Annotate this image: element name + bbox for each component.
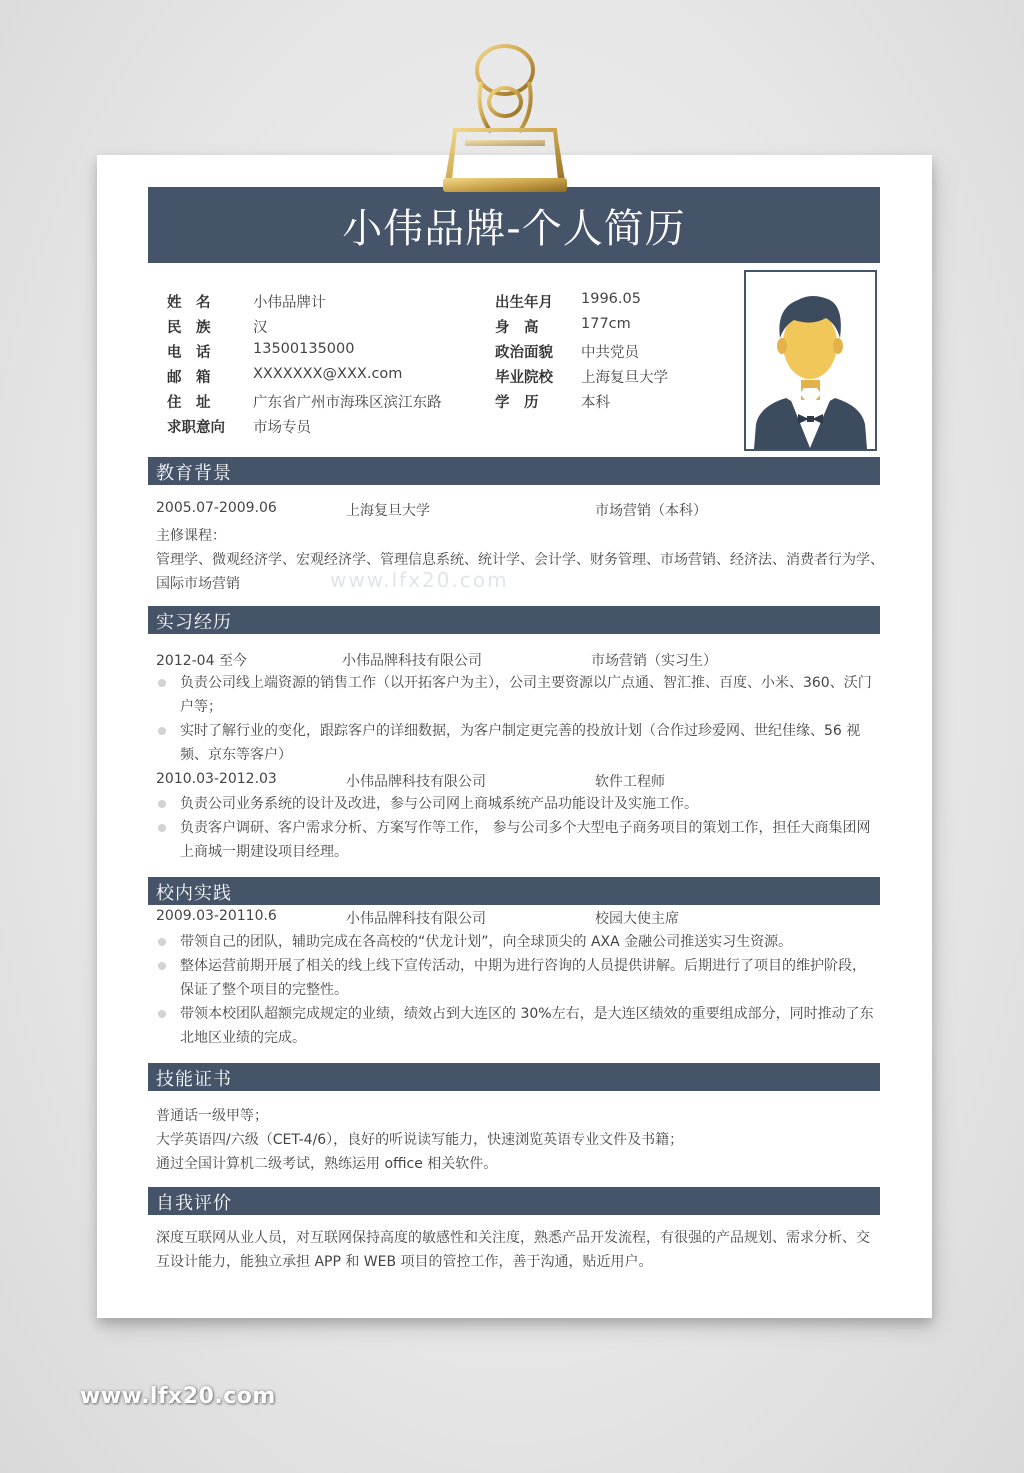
profile-photo bbox=[744, 270, 877, 451]
edu-major: 市场营销（本科） bbox=[595, 503, 707, 519]
info-row: 邮 箱 XXXXXXX@XXX.com bbox=[167, 366, 403, 386]
list-item: 负责公司业务系统的设计及改进，参与公司网上商城系统产品功能设计及实施工作。 bbox=[156, 792, 876, 816]
list-item: 整体运营前期开展了相关的线上线下宣传活动，中期为进行咨询的人员提供讲解。后期进行了项目的维护阶段，保证了整个项目的完整性。 bbox=[156, 954, 876, 1002]
info-row: 求职意向 市场专员 bbox=[167, 420, 311, 436]
watermark-corner: www.lfx20.com bbox=[80, 1384, 276, 1409]
skill-line: 大学英语四/六级（CET-4/6），良好的听说读写能力，快速浏览英语专业文件及书籍； bbox=[156, 1132, 684, 1148]
edu-courses-line: 管理学、微观经济学、宏观经济学、管理信息系统、统计学、会计学、财务管理、市场营销、经济法、消费者行为学、 bbox=[156, 552, 884, 568]
list-item: 负责客户调研、客户需求分析、方案写作等工作， 参与公司多个大型电子商务项目的策划工作，担任大商集团网上商城一期建设项目经理。 bbox=[156, 816, 876, 864]
info-row: 身 高 177cm bbox=[495, 316, 631, 336]
info-row: 民 族 汉 bbox=[167, 320, 268, 336]
skill-line: 普通话一级甲等； bbox=[156, 1108, 268, 1124]
section-header-internship: 实习经历 bbox=[148, 606, 880, 634]
bullet-dot bbox=[158, 727, 166, 735]
section-header-education: 教育背景 bbox=[148, 457, 880, 485]
job-role: 软件工程师 bbox=[595, 774, 665, 790]
bullet-dot bbox=[158, 962, 166, 970]
resume-sheet bbox=[97, 155, 932, 1318]
bullet-dot bbox=[158, 679, 166, 687]
job-period: 2012-04 至今 bbox=[156, 653, 247, 669]
list-item: 实时了解行业的变化，跟踪客户的详细数据，为客户制定更完善的投放计划（合作过珍爱网、世纪佳缘、56 视频、京东等客户） bbox=[156, 719, 876, 767]
info-row: 学 历 本科 bbox=[495, 395, 610, 411]
campus-period: 2009.03-20110.6 bbox=[156, 908, 277, 924]
bullet-dot bbox=[158, 824, 166, 832]
edu-courses-label: 主修课程： bbox=[156, 528, 226, 544]
campus-role: 校园大使主席 bbox=[595, 911, 679, 927]
edu-period: 2005.07-2009.06 bbox=[156, 500, 277, 516]
info-row: 电 话 13500135000 bbox=[167, 341, 355, 361]
info-row: 姓 名 小伟品牌计 bbox=[167, 295, 326, 311]
job-role: 市场营销（实习生） bbox=[591, 653, 717, 669]
avatar-icon bbox=[746, 272, 875, 449]
watermark-center: www.lfx20.com bbox=[330, 568, 509, 592]
edu-school: 上海复旦大学 bbox=[346, 503, 430, 519]
resume-title: 小伟品牌-个人简历 bbox=[342, 205, 686, 252]
section-header-skills: 技能证书 bbox=[148, 1063, 880, 1091]
edu-courses-line: 国际市场营销 bbox=[156, 576, 240, 592]
section-header-self: 自我评价 bbox=[148, 1187, 880, 1215]
binder-clip-icon bbox=[435, 40, 575, 200]
job-company: 小伟品牌科技有限公司 bbox=[346, 774, 486, 790]
list-item: 负责公司线上端资源的销售工作（以开拓客户为主），公司主要资源以广点通、智汇推、百度、小米、360、沃门户等； bbox=[156, 671, 876, 719]
section-header-campus: 校内实践 bbox=[148, 877, 880, 905]
info-row: 政治面貌 中共党员 bbox=[495, 345, 639, 361]
job-period: 2010.03-2012.03 bbox=[156, 771, 277, 787]
job-company: 小伟品牌科技有限公司 bbox=[342, 653, 482, 669]
list-item: 带领自己的团队，辅助完成在各高校的“伏龙计划”，向全球顶尖的 AXA 金融公司推送实习生资源。 bbox=[156, 930, 876, 954]
info-row: 住 址 广东省广州市海珠区滨江东路 bbox=[167, 395, 442, 411]
list-item: 带领本校团队超额完成规定的业绩，绩效占到大连区的 30%左右，是大连区绩效的重要组成部分，同时推动了东北地区业绩的完成。 bbox=[156, 1002, 876, 1050]
bullet-dot bbox=[158, 1010, 166, 1018]
bullet-dot bbox=[158, 938, 166, 946]
campus-company: 小伟品牌科技有限公司 bbox=[346, 911, 486, 927]
info-row: 出生年月 1996.05 bbox=[495, 291, 641, 311]
skill-line: 通过全国计算机二级考试，熟练运用 office 相关软件。 bbox=[156, 1156, 498, 1172]
self-evaluation-text: 深度互联网从业人员，对互联网保持高度的敏感性和关注度，熟悉产品开发流程，有很强的产品规划、需求分析、交互设计能力，能独立承担 APP 和 WEB 项目的管控工作，善于沟通，贴近用户。 bbox=[156, 1230, 870, 1270]
bullet-dot bbox=[158, 800, 166, 808]
info-row: 毕业院校 上海复旦大学 bbox=[495, 370, 668, 386]
